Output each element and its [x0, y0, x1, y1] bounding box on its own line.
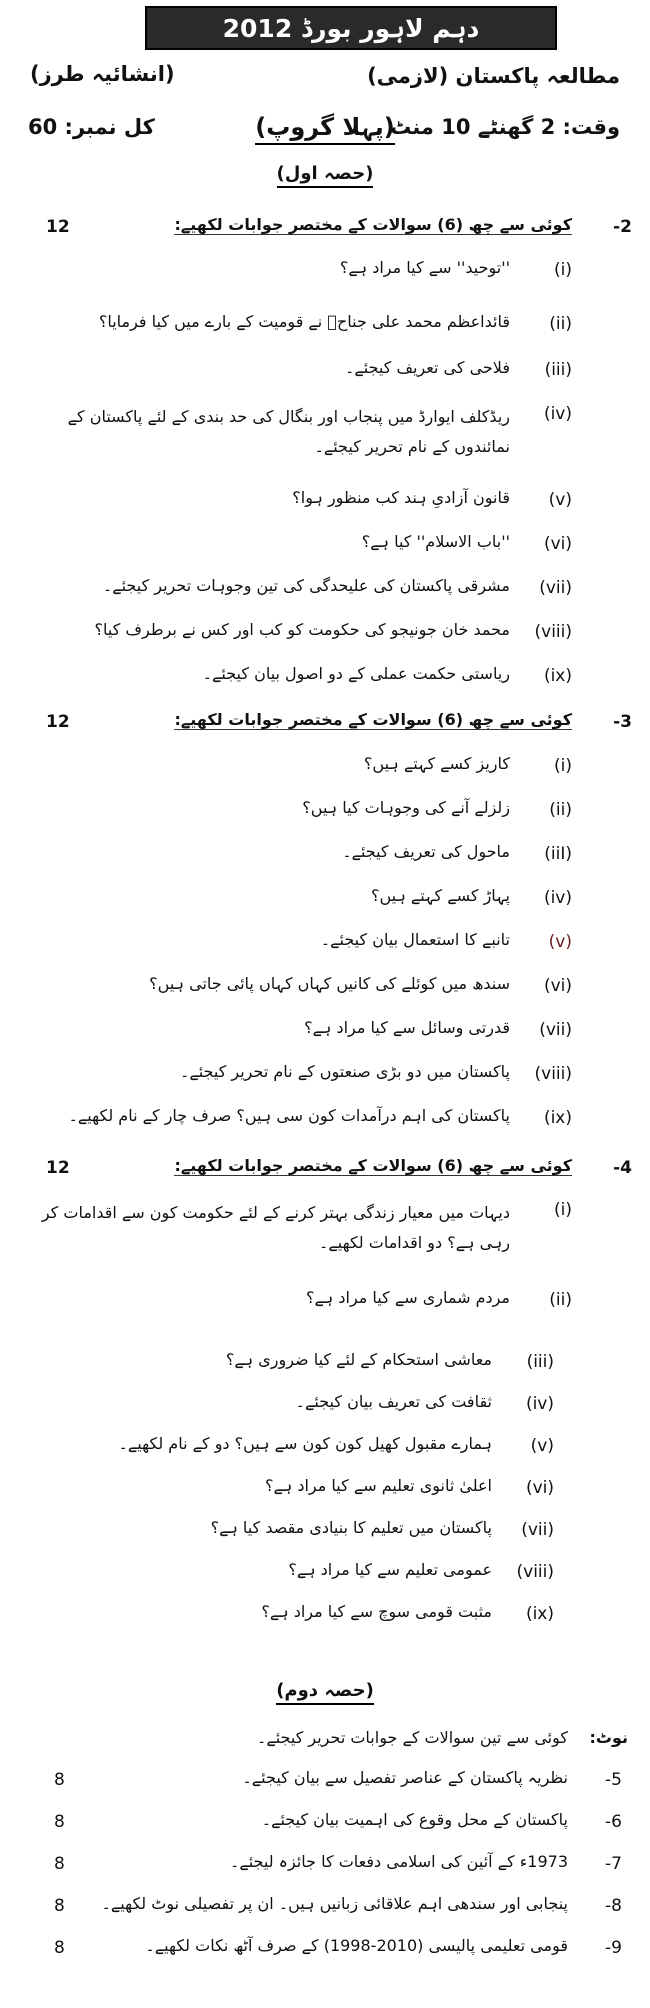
item-text: کاریز کسے کہتے ہیں؟: [363, 754, 510, 773]
list-item: [0, 1476, 650, 1506]
part1-title-text: (حصہ اول): [277, 163, 374, 188]
item-text: فلاحی کی تعریف کیجئے۔: [345, 358, 510, 377]
item-text: دیہات میں معیار زندگی بہتر کرنے کے لئے حکومت کون سے اقدامات کر رہی ہے؟ دو اقدامات لکھیے۔: [41, 1203, 510, 1252]
list-item: [0, 1936, 650, 1966]
list-item: [0, 1602, 650, 1632]
list-item: [0, 1350, 650, 1380]
note-text: کوئی سے تین سوالات کے جوابات تحریر کیجئے۔: [256, 1728, 568, 1747]
group-title: [0, 113, 650, 141]
question-marks: 8: [54, 1812, 65, 1832]
item-number: (ix): [543, 1108, 572, 1128]
part2-title-text: (حصہ دوم): [276, 1680, 374, 1705]
question-text: پاکستان کے محل وقوع کی اہمیت بیان کیجئے۔: [261, 1810, 568, 1829]
note-row: [0, 1728, 650, 1758]
item-number: (ii): [549, 1290, 572, 1310]
item-text: ماحول کی تعریف کیجئے۔: [342, 842, 510, 861]
list-item: [0, 312, 650, 342]
item-number: (vii): [521, 1520, 554, 1540]
list-item: [0, 576, 650, 606]
list-item: [0, 358, 650, 388]
item-text: قائداعظم محمد علی جناحؒ نے قومیت کے بارے میں کیا فرمایا؟: [98, 312, 510, 331]
question-marks: 8: [54, 1896, 65, 1916]
list-item: [0, 664, 650, 694]
item-number: (ix): [543, 666, 572, 686]
item-number: (v): [530, 1436, 554, 1456]
list-item: [0, 1106, 650, 1136]
item-number: (vi): [543, 976, 572, 996]
item-text: پہاڑ کسے کہتے ہیں؟: [370, 886, 510, 905]
item-number: (iv): [525, 1394, 554, 1414]
item-text: ثقافت کی تعریف بیان کیجئے۔: [295, 1392, 492, 1411]
question-3-heading: [0, 710, 650, 740]
item-text: پاکستان میں دو بڑی صنعتوں کے نام تحریر کیجئے۔: [179, 1062, 510, 1081]
question-number: -6: [605, 1812, 622, 1832]
item-number: (i): [554, 260, 572, 280]
part2-title: [0, 1680, 650, 1701]
list-item: [0, 1434, 650, 1464]
item-text: تانبے کا استعمال بیان کیجئے۔: [320, 930, 510, 949]
item-number: (viii): [516, 1562, 554, 1582]
question-number: -5: [605, 1770, 622, 1790]
question-heading-text: کوئی سے چھ (6) سوالات کے مختصر جوابات لکھیے:: [174, 710, 572, 729]
item-text: سندھ میں کوئلے کی کانیں کہاں کہاں پائی جاتی ہیں؟: [149, 974, 510, 993]
question-number: -9: [605, 1938, 622, 1958]
item-text: مردم شماری سے کیا مراد ہے؟: [306, 1288, 510, 1307]
item-number: (viii): [534, 1064, 572, 1084]
question-number: -2: [613, 217, 632, 237]
item-number: (i): [554, 756, 572, 776]
list-item: [0, 1198, 650, 1262]
item-text: مشرقی پاکستان کی علیحدگی کی تین وجوہات تحریر کیجئے۔: [102, 576, 510, 595]
list-item: [0, 930, 650, 960]
list-item: [0, 842, 650, 872]
list-item: [0, 532, 650, 562]
list-item: [0, 1018, 650, 1048]
list-item: [0, 1560, 650, 1590]
item-text: پاکستان کی اہم درآمدات کون سی ہیں؟ صرف چار کے نام لکھیے۔: [68, 1106, 510, 1125]
total-marks: کل نمبر: 60: [28, 115, 155, 139]
item-number: (iv): [543, 404, 572, 424]
list-item: [0, 1768, 650, 1798]
item-text: زلزلے آنے کی وجوہات کیا ہیں؟: [302, 798, 510, 817]
item-text: محمد خان جونیجو کی حکومت کو کب اور کس نے برطرف کیا؟: [94, 620, 510, 639]
item-text: ''توحید'' سے کیا مراد ہے؟: [339, 258, 510, 277]
item-text: ''باب الاسلام'' کیا ہے؟: [361, 532, 510, 551]
paper-type: (انشائیہ طرز): [30, 62, 175, 86]
board-title-banner: [145, 6, 557, 50]
list-item: [0, 974, 650, 1004]
question-marks: 8: [54, 1854, 65, 1874]
question-text: قومی تعلیمی پالیسی (2010-1998) کے صرف آٹھ نکات لکھیے۔: [145, 1936, 568, 1955]
item-text: ہمارے مقبول کھیل کون کون سے ہیں؟ دو کے نام لکھیے۔: [118, 1434, 492, 1453]
list-item: [0, 402, 650, 466]
question-marks: 12: [46, 712, 70, 732]
item-number: (ii): [549, 314, 572, 334]
question-text: نظریہ پاکستان کے عناصر تفصیل سے بیان کیجئے۔: [242, 1768, 568, 1787]
item-number: (vii): [539, 1020, 572, 1040]
question-2-heading: [0, 215, 650, 245]
list-item: [0, 1810, 650, 1840]
question-number: -8: [605, 1896, 622, 1916]
item-number: (iiI): [544, 844, 572, 864]
item-number: (iii): [526, 1352, 554, 1372]
part1-title: [0, 163, 650, 184]
list-item: [0, 1894, 650, 1924]
list-item: [0, 798, 650, 828]
item-number: (v): [548, 932, 572, 952]
list-item: [0, 1852, 650, 1882]
item-text: اعلیٰ ثانوی تعلیم سے کیا مراد ہے؟: [265, 1476, 492, 1495]
question-text: پنجابی اور سندھی اہم علاقائی زبانیں ہیں۔ ان پر تفصیلی نوٹ لکھیے۔: [101, 1894, 568, 1913]
item-number: (vi): [543, 534, 572, 554]
time-allowed: وقت: 2 گھنٹے 10 منٹ: [390, 115, 620, 139]
item-text: ریاستی حکمت عملی کے دو اصول بیان کیجئے۔: [202, 664, 510, 683]
board-title: دہم لاہور بورڈ 2012: [222, 13, 480, 43]
question-number: -7: [605, 1854, 622, 1874]
list-item: [0, 1288, 650, 1318]
list-item: [0, 1518, 650, 1548]
item-text: عمومی تعلیم سے کیا مراد ہے؟: [288, 1560, 492, 1579]
question-marks: 12: [46, 1158, 70, 1178]
question-marks: 8: [54, 1770, 65, 1790]
item-number: (iv): [543, 888, 572, 908]
list-item: [0, 1392, 650, 1422]
item-text: مثبت قومی سوچ سے کیا مراد ہے؟: [261, 1602, 492, 1621]
item-number: (vii): [539, 578, 572, 598]
item-number: (ii): [549, 800, 572, 820]
item-number: (iii): [544, 360, 572, 380]
list-item: [0, 1062, 650, 1092]
note-label: نوٹ:: [589, 1728, 628, 1747]
item-number: (i): [554, 1200, 572, 1220]
item-text: قانون آزادیِ ہند کب منظور ہوا؟: [292, 488, 510, 507]
list-item: [0, 886, 650, 916]
subject-title: مطالعہ پاکستان (لازمی): [367, 64, 620, 88]
question-marks: 8: [54, 1938, 65, 1958]
question-text: 1973ء کے آئین کی اسلامی دفعات کا جائزہ لیجئے۔: [229, 1852, 568, 1871]
list-item: [0, 258, 650, 288]
list-item: [0, 620, 650, 650]
item-number: (vi): [525, 1478, 554, 1498]
item-text: پاکستان میں تعلیم کا بنیادی مقصد کیا ہے؟: [210, 1518, 492, 1537]
question-number: -4: [613, 1158, 632, 1178]
question-4-heading: [0, 1156, 650, 1186]
question-marks: 12: [46, 217, 70, 237]
item-text: ریڈکلف ایوارڈ میں پنجاب اور بنگال کی حد بندی کے لئے پاکستان کے نمائندوں کے نام تحریر کیجئے۔: [67, 407, 510, 456]
item-text: معاشی استحکام کے لئے کیا ضروری ہے؟: [225, 1350, 492, 1369]
item-number: (v): [548, 490, 572, 510]
question-heading-text: کوئی سے چھ (6) سوالات کے مختصر جوابات لکھیے:: [174, 1156, 572, 1175]
item-number: (ix): [525, 1604, 554, 1624]
question-number: -3: [613, 712, 632, 732]
list-item: [0, 754, 650, 784]
question-heading-text: کوئی سے چھ (6) سوالات کے مختصر جوابات لکھیے:: [174, 215, 572, 234]
list-item: [0, 488, 650, 518]
group-title-text: (پہلا گروپ): [255, 113, 395, 145]
item-number: (viii): [534, 622, 572, 642]
item-text: قدرتی وسائل سے کیا مراد ہے؟: [304, 1018, 510, 1037]
